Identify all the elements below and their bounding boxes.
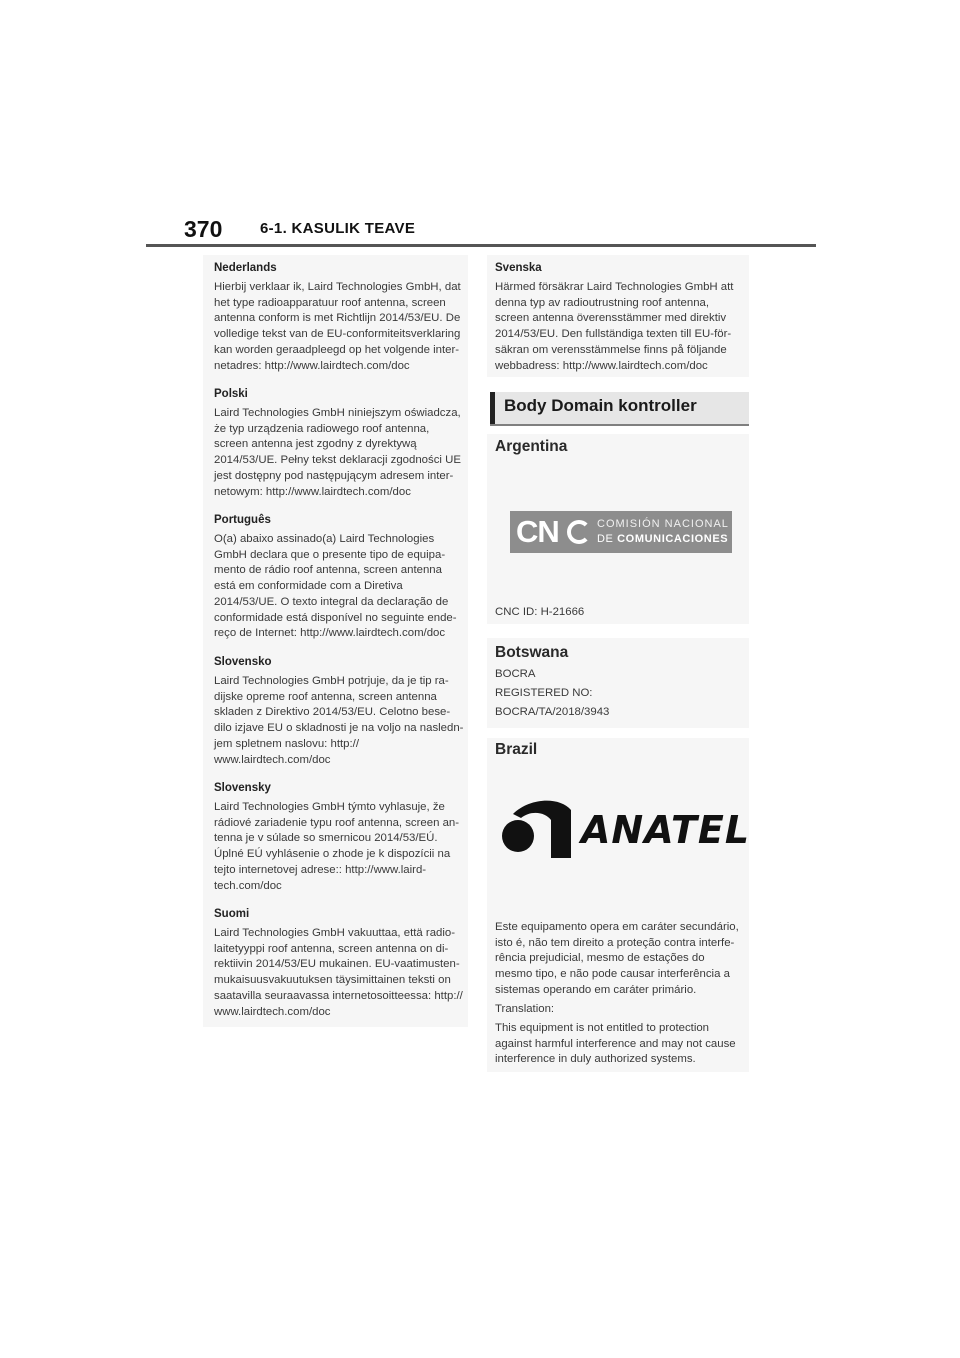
- anatel-logo-text: ANATEL: [581, 808, 751, 852]
- text-line: tejto internetovej adrese:: http://www.laird-: [214, 863, 427, 876]
- text-line: screen antenna överensstämmer med direktiv: [495, 312, 727, 325]
- cnc-logo-line2: [597, 533, 728, 545]
- text-line: tech.com/doc: [214, 879, 282, 892]
- text-line: mukaisuusvakuutuksen täysimittainen teksti on: [214, 974, 451, 987]
- text-suomi: [214, 926, 463, 1020]
- text-line: Laird Technologies GmbH týmto vyhlasuje, že: [214, 801, 445, 813]
- heading-polski: Polski: [214, 388, 248, 400]
- body-domain-title: Body Domain kontroller: [504, 396, 697, 415]
- text-portugues: [214, 532, 457, 642]
- text-line: O(a) abaixo assinado(a) Laird Technologies: [214, 533, 435, 545]
- heading-portugues: Português: [214, 514, 271, 526]
- text-line: sistemas operando em caráter primário.: [495, 983, 697, 996]
- text-line: against harmful interference and may not cause: [495, 1037, 736, 1050]
- text-line: screen antenna jest zgodny z dyrektywą: [214, 438, 417, 451]
- cnc-logo: [510, 511, 732, 553]
- text-line: rência prejudicial, mesmo de estações do: [495, 952, 705, 965]
- text-line: www.lairdtech.com/doc: [214, 1005, 331, 1018]
- text-line: tenna je v súlade so smernicou 2014/53/EÚ.: [214, 832, 438, 845]
- text-line: netowym: http://www.lairdtech.com/doc: [214, 485, 411, 498]
- cnc-logo-line1: COMISIÓN NACIONAL: [597, 518, 729, 530]
- text-line: rádiové zariadenie typu roof antenna, screen an-: [214, 816, 460, 829]
- heading-slovensky: Slovensky: [214, 782, 271, 794]
- text-line: dijske opreme roof antenna, screen antenna: [214, 690, 437, 703]
- text-line: antenna conform is met Richtlijn 2014/53/EU. De: [214, 312, 461, 325]
- text-line: This equipment is not entitled to protection: [495, 1022, 710, 1034]
- header-rule: [146, 244, 816, 247]
- text-line: laitetyyppi roof antenna, screen antenna on di-: [214, 942, 449, 955]
- text-line: conformidade está disponível no seguinte ende-: [214, 611, 457, 624]
- heading-slovensko: Slovensko: [214, 656, 272, 668]
- text-line: kan worden geraadpleegd op het volgende inter-: [214, 343, 460, 356]
- section-title: 6-1. KASULIK TEAVE: [260, 220, 416, 237]
- text-line: het type radioapparatuur roof antenna, screen: [214, 296, 446, 309]
- country-title-botswana: Botswana: [495, 644, 569, 661]
- text-slovensky: [214, 800, 459, 894]
- text-translation: [495, 1021, 736, 1068]
- text-svenska: [495, 280, 733, 374]
- text-line: www.lairdtech.com/doc: [214, 753, 331, 766]
- text-brazil: [495, 920, 739, 999]
- text-polski: [214, 406, 461, 500]
- text-line: Hierbij verklaar ik, Laird Technologies GmbH, dat: [214, 281, 461, 293]
- text-line: mesmo tipo, e não pode causar interferência a: [495, 968, 730, 981]
- text-line: denna typ av radioutrustning roof antenna,: [495, 296, 710, 309]
- heading-nederlands: Nederlands: [214, 262, 277, 274]
- text-line: Härmed försäkrar Laird Technologies GmbH att: [495, 281, 734, 293]
- text-line: Este equipamento opera em caráter secundário,: [495, 921, 739, 933]
- botswana-line: BOCRA: [495, 668, 536, 680]
- cnc-id: CNC ID: H-21666: [495, 606, 585, 618]
- text-line: Laird Technologies GmbH potrjuje, da je tip ra-: [214, 675, 449, 687]
- text-line: interference in duly authorized systems.: [495, 1053, 696, 1066]
- text-nederlands: [214, 280, 461, 374]
- text-line: volledige tekst van de EU-conformiteitsverklaring: [214, 328, 461, 341]
- text-line: säkran om verensstämmelse finns på följande: [495, 343, 727, 356]
- text-line: está em conformidade com a Diretiva: [214, 580, 403, 593]
- text-line: webbadress: http://www.lairdtech.com/doc: [495, 359, 708, 372]
- text-slovensko: [214, 674, 463, 768]
- page-header: [146, 208, 816, 248]
- cnc-logo-line2b: COMUNICACIONES: [617, 533, 729, 545]
- botswana-line: REGISTERED NO:: [495, 687, 593, 699]
- text-line: Úplné EÚ vyhlásenie o zhode je k dispozícii na: [214, 848, 451, 861]
- heading-svenska: Svenska: [495, 262, 542, 274]
- text-line: 2014/53/UE. O texto integral da declaração de: [214, 595, 449, 608]
- text-line: jem spletnem naslovu: http://: [214, 737, 359, 750]
- page-number: 370: [184, 216, 223, 242]
- anatel-logo: [499, 796, 751, 860]
- text-line: netadres: http://www.lairdtech.com/doc: [214, 359, 410, 372]
- cnc-logo-c-mark: [567, 520, 591, 544]
- text-line: GmbH declara que o presente tipo de equipa-: [214, 548, 446, 561]
- text-line: mento de rádio roof antenna, screen antenna: [214, 564, 442, 577]
- text-line: jest dostępny pod następującym adresem inter-: [214, 469, 454, 482]
- text-line: rektiivin 2014/53/EU mukainen. EU-vaatimusten-: [214, 958, 460, 971]
- text-line: isto é, não tem direito a proteção contra interfe-: [495, 936, 735, 949]
- translation-label: Translation:: [495, 1003, 555, 1015]
- cnc-logo-line2a: DE: [597, 533, 618, 545]
- cnc-logo-letters: CN: [516, 514, 559, 549]
- country-title-argentina: Argentina: [495, 438, 568, 455]
- text-line: dilo izjave EU o skladnosti je na voljo na nasledn-: [214, 722, 464, 735]
- text-line: reço de Internet: http://www.lairdtech.com/doc: [214, 627, 446, 640]
- text-line: 2014/53/EU. Den fullständiga texten till EU-för-: [495, 328, 732, 341]
- text-line: Laird Technologies GmbH vakuuttaa, että radio-: [214, 927, 456, 939]
- botswana-line: BOCRA/TA/2018/3943: [495, 706, 610, 718]
- heading-accent-bar: [490, 392, 495, 424]
- text-line: skladen z Direktivo 2014/53/EU. Celotno bese-: [214, 706, 451, 719]
- text-line: saatavilla seuraavassa internetosoitteessa: http://: [214, 989, 463, 1002]
- text-line: 2014/53/UE. Pełny tekst deklaracji zgodności UE: [214, 454, 461, 467]
- body-domain-heading: [490, 392, 749, 426]
- text-line: że typ urządzenia radiowego roof antenna,: [214, 422, 430, 435]
- anatel-symbol-icon: [499, 796, 579, 860]
- country-title-brazil: Brazil: [495, 741, 538, 758]
- text-line: Laird Technologies GmbH niniejszym oświadcza,: [214, 407, 461, 419]
- heading-suomi: Suomi: [214, 908, 250, 920]
